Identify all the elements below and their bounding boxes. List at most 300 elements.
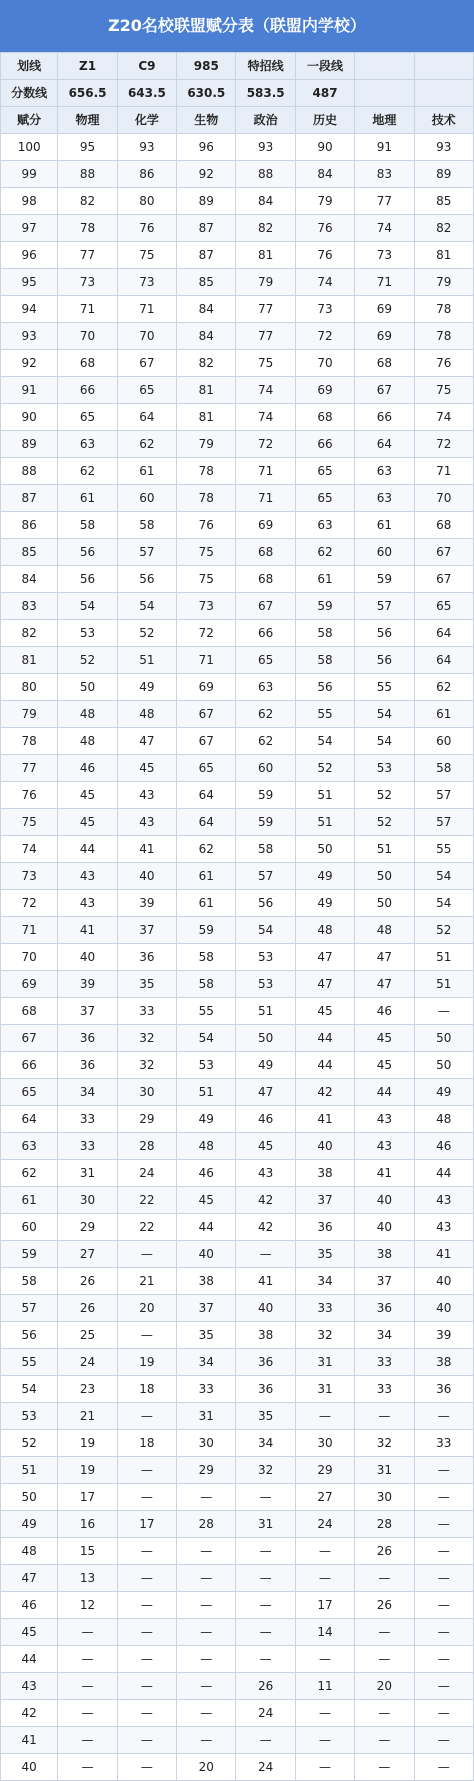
raw-score-cell: 44 <box>295 1025 354 1052</box>
raw-score-cell: 73 <box>117 269 176 296</box>
raw-score-cell: 20 <box>117 1295 176 1322</box>
raw-score-cell: 53 <box>177 1052 236 1079</box>
raw-score-cell: 51 <box>177 1079 236 1106</box>
raw-score-cell: — <box>295 1700 354 1727</box>
raw-score-cell: 57 <box>414 782 473 809</box>
header-row-subjects <box>1 107 474 134</box>
raw-score-cell: 62 <box>236 701 295 728</box>
raw-score-cell: 55 <box>414 836 473 863</box>
raw-score-cell: — <box>117 1538 176 1565</box>
table-row <box>1 296 474 323</box>
raw-score-cell: 62 <box>295 539 354 566</box>
raw-score-cell: 45 <box>355 1025 414 1052</box>
raw-score-cell: 46 <box>355 998 414 1025</box>
assigned-score-cell: 77 <box>1 755 58 782</box>
raw-score-cell: — <box>414 1484 473 1511</box>
raw-score-cell: 31 <box>295 1349 354 1376</box>
raw-score-cell: 19 <box>58 1457 117 1484</box>
assigned-score-cell: 81 <box>1 647 58 674</box>
header-cell: 化学 <box>117 107 176 134</box>
assigned-score-cell: 61 <box>1 1187 58 1214</box>
raw-score-cell: — <box>117 1592 176 1619</box>
raw-score-cell: 34 <box>355 1322 414 1349</box>
raw-score-cell: 71 <box>236 458 295 485</box>
raw-score-cell: 52 <box>414 917 473 944</box>
raw-score-cell: 74 <box>355 215 414 242</box>
assigned-score-cell: 48 <box>1 1538 58 1565</box>
table-row <box>1 1754 474 1781</box>
assigned-score-cell: 67 <box>1 1025 58 1052</box>
assigned-score-cell: 73 <box>1 863 58 890</box>
raw-score-cell: 72 <box>177 620 236 647</box>
raw-score-cell: 17 <box>117 1511 176 1538</box>
raw-score-cell: 77 <box>58 242 117 269</box>
raw-score-cell: 75 <box>414 377 473 404</box>
raw-score-cell: 61 <box>355 512 414 539</box>
raw-score-cell: 40 <box>58 944 117 971</box>
raw-score-cell: 49 <box>295 890 354 917</box>
raw-score-cell: 52 <box>117 620 176 647</box>
assigned-score-cell: 53 <box>1 1403 58 1430</box>
raw-score-cell: 74 <box>236 377 295 404</box>
raw-score-cell: 22 <box>117 1214 176 1241</box>
header-cell <box>414 53 473 80</box>
table-row <box>1 1160 474 1187</box>
raw-score-cell: — <box>355 1565 414 1592</box>
raw-score-cell: 85 <box>177 269 236 296</box>
raw-score-cell: 82 <box>414 215 473 242</box>
raw-score-cell: 37 <box>58 998 117 1025</box>
raw-score-cell: 65 <box>295 485 354 512</box>
raw-score-cell: 58 <box>177 944 236 971</box>
raw-score-cell: 69 <box>177 674 236 701</box>
raw-score-cell: 56 <box>58 566 117 593</box>
raw-score-cell: 14 <box>295 1619 354 1646</box>
raw-score-cell: 21 <box>117 1268 176 1295</box>
assigned-score-cell: 55 <box>1 1349 58 1376</box>
raw-score-cell: 64 <box>177 782 236 809</box>
header-cell <box>355 53 414 80</box>
assigned-score-cell: 69 <box>1 971 58 998</box>
header-cell: 赋分 <box>1 107 58 134</box>
raw-score-cell: 76 <box>295 242 354 269</box>
raw-score-cell: 77 <box>236 323 295 350</box>
raw-score-cell: 56 <box>355 647 414 674</box>
raw-score-cell: 66 <box>295 431 354 458</box>
raw-score-cell: 54 <box>177 1025 236 1052</box>
raw-score-cell: — <box>355 1700 414 1727</box>
raw-score-cell: 46 <box>177 1160 236 1187</box>
table-row <box>1 701 474 728</box>
raw-score-cell: 49 <box>177 1106 236 1133</box>
assigned-score-cell: 44 <box>1 1646 58 1673</box>
raw-score-cell: 62 <box>58 458 117 485</box>
raw-score-cell: 88 <box>58 161 117 188</box>
raw-score-cell: 60 <box>117 485 176 512</box>
raw-score-cell: 86 <box>117 161 176 188</box>
table-row <box>1 1673 474 1700</box>
raw-score-cell: 51 <box>414 944 473 971</box>
table-row <box>1 539 474 566</box>
assigned-score-cell: 94 <box>1 296 58 323</box>
raw-score-cell: 45 <box>177 1187 236 1214</box>
raw-score-cell: 75 <box>177 539 236 566</box>
raw-score-cell: — <box>355 1727 414 1754</box>
table-row <box>1 1106 474 1133</box>
raw-score-cell: 66 <box>355 404 414 431</box>
raw-score-cell: 44 <box>414 1160 473 1187</box>
raw-score-cell: 67 <box>355 377 414 404</box>
raw-score-cell: 73 <box>58 269 117 296</box>
table-row <box>1 350 474 377</box>
raw-score-cell: 32 <box>355 1430 414 1457</box>
raw-score-cell: 48 <box>414 1106 473 1133</box>
raw-score-cell: — <box>295 1565 354 1592</box>
raw-score-cell: 67 <box>177 701 236 728</box>
raw-score-cell: 50 <box>58 674 117 701</box>
raw-score-cell: 25 <box>58 1322 117 1349</box>
raw-score-cell: 19 <box>117 1349 176 1376</box>
raw-score-cell: 28 <box>177 1511 236 1538</box>
assigned-score-cell: 56 <box>1 1322 58 1349</box>
raw-score-cell: 73 <box>355 242 414 269</box>
raw-score-cell: 61 <box>177 890 236 917</box>
assigned-score-cell: 72 <box>1 890 58 917</box>
raw-score-cell: 34 <box>177 1349 236 1376</box>
raw-score-cell: 57 <box>236 863 295 890</box>
raw-score-cell: 33 <box>355 1376 414 1403</box>
raw-score-cell: — <box>117 1565 176 1592</box>
raw-score-cell: 20 <box>355 1673 414 1700</box>
score-table-body <box>1 53 474 1781</box>
table-row <box>1 1214 474 1241</box>
raw-score-cell: 93 <box>117 134 176 161</box>
table-row <box>1 134 474 161</box>
table-row <box>1 404 474 431</box>
raw-score-cell: 70 <box>414 485 473 512</box>
raw-score-cell: 77 <box>355 188 414 215</box>
raw-score-cell: 11 <box>295 1673 354 1700</box>
raw-score-cell: 68 <box>355 350 414 377</box>
table-row <box>1 1511 474 1538</box>
raw-score-cell: 35 <box>117 971 176 998</box>
table-row <box>1 1322 474 1349</box>
raw-score-cell: 84 <box>236 188 295 215</box>
raw-score-cell: 50 <box>355 863 414 890</box>
table-row <box>1 593 474 620</box>
raw-score-cell: 63 <box>355 485 414 512</box>
raw-score-cell: — <box>117 1727 176 1754</box>
raw-score-cell: 53 <box>355 755 414 782</box>
assigned-score-cell: 65 <box>1 1079 58 1106</box>
raw-score-cell: 17 <box>58 1484 117 1511</box>
assigned-score-cell: 82 <box>1 620 58 647</box>
raw-score-cell: 70 <box>58 323 117 350</box>
raw-score-cell: 43 <box>355 1133 414 1160</box>
table-row <box>1 485 474 512</box>
raw-score-cell: 24 <box>117 1160 176 1187</box>
raw-score-cell: 35 <box>295 1241 354 1268</box>
raw-score-cell: 68 <box>236 566 295 593</box>
raw-score-cell: 48 <box>117 701 176 728</box>
raw-score-cell: 48 <box>58 728 117 755</box>
raw-score-cell: 68 <box>414 512 473 539</box>
table-row <box>1 1646 474 1673</box>
raw-score-cell: 44 <box>355 1079 414 1106</box>
raw-score-cell: 43 <box>58 890 117 917</box>
raw-score-cell: 71 <box>177 647 236 674</box>
assigned-score-cell: 87 <box>1 485 58 512</box>
raw-score-cell: 58 <box>414 755 473 782</box>
raw-score-cell: 47 <box>236 1079 295 1106</box>
raw-score-cell: — <box>58 1619 117 1646</box>
raw-score-cell: 84 <box>295 161 354 188</box>
raw-score-cell: 81 <box>414 242 473 269</box>
raw-score-cell: 96 <box>177 134 236 161</box>
raw-score-cell: — <box>58 1754 117 1781</box>
raw-score-cell: 67 <box>414 566 473 593</box>
raw-score-cell: 30 <box>177 1430 236 1457</box>
raw-score-cell: 62 <box>236 728 295 755</box>
table-row <box>1 1295 474 1322</box>
table-row <box>1 917 474 944</box>
raw-score-cell: 37 <box>117 917 176 944</box>
header-cell: 地理 <box>355 107 414 134</box>
raw-score-cell: 49 <box>117 674 176 701</box>
assigned-score-cell: 76 <box>1 782 58 809</box>
header-cell: 技术 <box>414 107 473 134</box>
raw-score-cell: 45 <box>58 782 117 809</box>
table-row <box>1 1403 474 1430</box>
table-row <box>1 782 474 809</box>
raw-score-cell: 90 <box>295 134 354 161</box>
raw-score-cell: 53 <box>236 971 295 998</box>
raw-score-cell: 91 <box>355 134 414 161</box>
table-row <box>1 674 474 701</box>
raw-score-cell: 78 <box>414 296 473 323</box>
raw-score-cell: 56 <box>58 539 117 566</box>
raw-score-cell: 27 <box>58 1241 117 1268</box>
raw-score-cell: 85 <box>414 188 473 215</box>
raw-score-cell: 69 <box>236 512 295 539</box>
raw-score-cell: 58 <box>117 512 176 539</box>
raw-score-cell: 26 <box>355 1592 414 1619</box>
header-cell: 643.5 <box>117 80 176 107</box>
raw-score-cell: 71 <box>58 296 117 323</box>
raw-score-cell: — <box>295 1646 354 1673</box>
raw-score-cell: 46 <box>58 755 117 782</box>
raw-score-cell: 71 <box>414 458 473 485</box>
header-cell: Z1 <box>58 53 117 80</box>
header-cell: 物理 <box>58 107 117 134</box>
raw-score-cell: 61 <box>177 863 236 890</box>
table-row <box>1 647 474 674</box>
raw-score-cell: 73 <box>295 296 354 323</box>
raw-score-cell: 36 <box>236 1349 295 1376</box>
raw-score-cell: 36 <box>295 1214 354 1241</box>
raw-score-cell: 15 <box>58 1538 117 1565</box>
assigned-score-cell: 89 <box>1 431 58 458</box>
raw-score-cell: 18 <box>117 1430 176 1457</box>
raw-score-cell: 69 <box>355 323 414 350</box>
raw-score-cell: — <box>414 1754 473 1781</box>
raw-score-cell: 51 <box>414 971 473 998</box>
raw-score-cell: 34 <box>295 1268 354 1295</box>
assigned-score-cell: 78 <box>1 728 58 755</box>
assigned-score-cell: 41 <box>1 1727 58 1754</box>
raw-score-cell: 47 <box>355 971 414 998</box>
raw-score-cell: 17 <box>295 1592 354 1619</box>
header-cell: 政治 <box>236 107 295 134</box>
raw-score-cell: — <box>177 1700 236 1727</box>
raw-score-cell: 26 <box>236 1673 295 1700</box>
raw-score-cell: 44 <box>295 1052 354 1079</box>
header-row-cutoff <box>1 53 474 80</box>
score-table <box>0 52 474 1781</box>
raw-score-cell: 46 <box>414 1133 473 1160</box>
raw-score-cell: 71 <box>236 485 295 512</box>
raw-score-cell: — <box>236 1241 295 1268</box>
raw-score-cell: 58 <box>295 620 354 647</box>
raw-score-cell: 63 <box>58 431 117 458</box>
table-row <box>1 1133 474 1160</box>
assigned-score-cell: 74 <box>1 836 58 863</box>
raw-score-cell: — <box>117 1754 176 1781</box>
raw-score-cell: 73 <box>177 593 236 620</box>
raw-score-cell: 93 <box>236 134 295 161</box>
raw-score-cell: 51 <box>295 809 354 836</box>
raw-score-cell: 47 <box>117 728 176 755</box>
raw-score-cell: 93 <box>414 134 473 161</box>
raw-score-cell: 55 <box>295 701 354 728</box>
raw-score-cell: 58 <box>177 971 236 998</box>
raw-score-cell: 30 <box>355 1484 414 1511</box>
raw-score-cell: — <box>236 1727 295 1754</box>
raw-score-cell: 82 <box>58 188 117 215</box>
raw-score-cell: 82 <box>177 350 236 377</box>
raw-score-cell: 39 <box>58 971 117 998</box>
raw-score-cell: 12 <box>58 1592 117 1619</box>
raw-score-cell: — <box>117 1484 176 1511</box>
raw-score-cell: — <box>177 1727 236 1754</box>
raw-score-cell: 36 <box>236 1376 295 1403</box>
raw-score-cell: 79 <box>414 269 473 296</box>
raw-score-cell: 46 <box>236 1106 295 1133</box>
raw-score-cell: 75 <box>177 566 236 593</box>
raw-score-cell: 50 <box>295 836 354 863</box>
raw-score-cell: 54 <box>414 890 473 917</box>
table-row <box>1 1376 474 1403</box>
assigned-score-cell: 50 <box>1 1484 58 1511</box>
raw-score-cell: 64 <box>117 404 176 431</box>
assigned-score-cell: 68 <box>1 998 58 1025</box>
raw-score-cell: 52 <box>295 755 354 782</box>
raw-score-cell: 71 <box>355 269 414 296</box>
raw-score-cell: — <box>236 1592 295 1619</box>
header-cell: 分数线 <box>1 80 58 107</box>
header-cell: 985 <box>177 53 236 80</box>
assigned-score-cell: 64 <box>1 1106 58 1133</box>
raw-score-cell: 45 <box>295 998 354 1025</box>
raw-score-cell: — <box>177 1565 236 1592</box>
table-row <box>1 728 474 755</box>
raw-score-cell: 76 <box>117 215 176 242</box>
raw-score-cell: — <box>414 1592 473 1619</box>
table-row <box>1 1430 474 1457</box>
raw-score-cell: 67 <box>117 350 176 377</box>
raw-score-cell: 79 <box>236 269 295 296</box>
assigned-score-cell: 86 <box>1 512 58 539</box>
raw-score-cell: 66 <box>58 377 117 404</box>
raw-score-cell: 79 <box>177 431 236 458</box>
raw-score-cell: 74 <box>295 269 354 296</box>
assigned-score-cell: 75 <box>1 809 58 836</box>
raw-score-cell: 89 <box>177 188 236 215</box>
raw-score-cell: 61 <box>58 485 117 512</box>
assigned-score-cell: 93 <box>1 323 58 350</box>
raw-score-cell: 29 <box>295 1457 354 1484</box>
raw-score-cell: 52 <box>58 647 117 674</box>
raw-score-cell: 36 <box>58 1052 117 1079</box>
raw-score-cell: 43 <box>58 863 117 890</box>
assigned-score-cell: 83 <box>1 593 58 620</box>
assigned-score-cell: 58 <box>1 1268 58 1295</box>
assigned-score-cell: 95 <box>1 269 58 296</box>
assigned-score-cell: 90 <box>1 404 58 431</box>
table-row <box>1 1538 474 1565</box>
raw-score-cell: 43 <box>355 1106 414 1133</box>
raw-score-cell: 65 <box>117 377 176 404</box>
raw-score-cell: 49 <box>236 1052 295 1079</box>
raw-score-cell: 79 <box>295 188 354 215</box>
table-row <box>1 1268 474 1295</box>
raw-score-cell: 41 <box>355 1160 414 1187</box>
raw-score-cell: — <box>117 1700 176 1727</box>
table-row <box>1 269 474 296</box>
raw-score-cell: — <box>177 1619 236 1646</box>
raw-score-cell: 65 <box>58 404 117 431</box>
raw-score-cell: 38 <box>236 1322 295 1349</box>
raw-score-cell: 60 <box>355 539 414 566</box>
raw-score-cell: 33 <box>355 1349 414 1376</box>
raw-score-cell: 59 <box>295 593 354 620</box>
assigned-score-cell: 47 <box>1 1565 58 1592</box>
table-row <box>1 512 474 539</box>
assigned-score-cell: 100 <box>1 134 58 161</box>
raw-score-cell: 21 <box>58 1403 117 1430</box>
raw-score-cell: 31 <box>295 1376 354 1403</box>
raw-score-cell: 47 <box>295 944 354 971</box>
assigned-score-cell: 66 <box>1 1052 58 1079</box>
table-row <box>1 1484 474 1511</box>
raw-score-cell: 36 <box>117 944 176 971</box>
raw-score-cell: 40 <box>177 1241 236 1268</box>
raw-score-cell: 32 <box>295 1322 354 1349</box>
raw-score-cell: 54 <box>355 728 414 755</box>
table-row <box>1 1619 474 1646</box>
raw-score-cell: — <box>177 1484 236 1511</box>
assigned-score-cell: 45 <box>1 1619 58 1646</box>
raw-score-cell: 33 <box>117 998 176 1025</box>
raw-score-cell: 40 <box>117 863 176 890</box>
raw-score-cell: 88 <box>236 161 295 188</box>
assigned-score-cell: 88 <box>1 458 58 485</box>
raw-score-cell: 92 <box>177 161 236 188</box>
raw-score-cell: 78 <box>177 485 236 512</box>
raw-score-cell: 95 <box>58 134 117 161</box>
header-cell <box>355 80 414 107</box>
raw-score-cell: 83 <box>355 161 414 188</box>
